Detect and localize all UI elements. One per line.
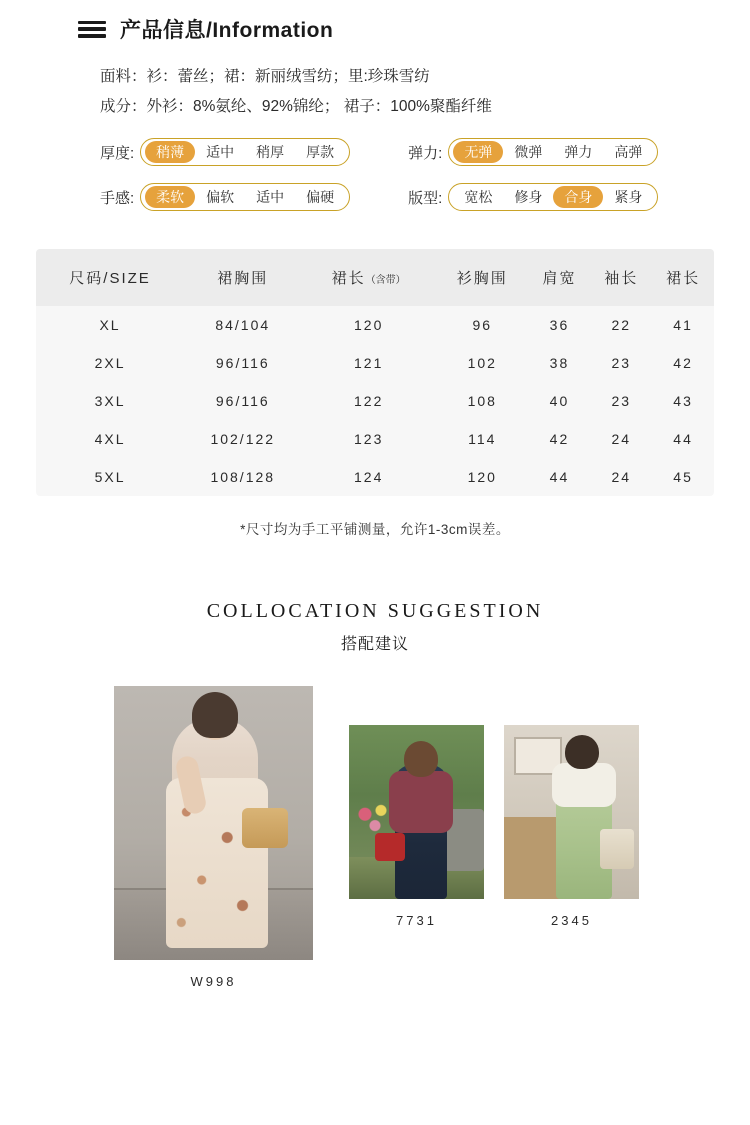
attribute-group-thickness <box>100 138 350 166</box>
product-photo-main <box>114 686 313 960</box>
cell-dress-length: 44 <box>673 431 693 447</box>
collocation-item-1[interactable] <box>114 686 313 989</box>
cell-top-bust: 102 <box>467 355 497 371</box>
table-row <box>36 420 714 458</box>
size-table-header-4: 肩宽 <box>542 270 577 287</box>
cell-sleeve: 23 <box>611 355 632 371</box>
option-thickness-1[interactable]: 适中 <box>206 144 235 160</box>
collocation-item-3[interactable] <box>504 725 639 928</box>
collocation-gallery <box>0 686 750 1016</box>
cell-dress-length: 45 <box>673 469 693 485</box>
option-thickness-3[interactable]: 厚款 <box>306 144 335 160</box>
cell-dress-length: 43 <box>673 393 693 409</box>
cell-dress-length: 42 <box>673 355 693 371</box>
measurement-note: *尺寸均为手工平铺测量，允许1-3cm误差。 <box>240 522 510 537</box>
collocation-code-3: 2345 <box>551 913 592 928</box>
option-elasticity-0[interactable]: 无弹 <box>453 141 503 163</box>
cell-dress-length: 41 <box>673 317 693 333</box>
cell-sleeve: 23 <box>611 393 632 409</box>
cell-top-bust: 120 <box>467 469 497 485</box>
attribute-options-elasticity <box>448 138 658 166</box>
cell-skirt-bust: 96/116 <box>215 393 270 409</box>
option-fit-1[interactable]: 修身 <box>514 189 543 205</box>
option-fit-3[interactable]: 紧身 <box>614 189 643 205</box>
cell-sleeve: 24 <box>611 431 632 447</box>
option-feel-1[interactable]: 偏软 <box>206 189 235 205</box>
option-fit-2[interactable]: 合身 <box>553 186 603 208</box>
cell-shoulder: 40 <box>549 393 570 409</box>
option-elasticity-3[interactable]: 高弹 <box>614 144 643 160</box>
cell-skirt-length: 122 <box>354 393 384 409</box>
attribute-group-feel <box>100 183 350 211</box>
cell-skirt-bust: 96/116 <box>215 355 270 371</box>
cell-sleeve: 22 <box>611 317 632 333</box>
cell-skirt-bust: 84/104 <box>215 317 271 333</box>
attribute-label-feel: 手感: <box>100 189 135 207</box>
cell-shoulder: 38 <box>549 355 570 371</box>
size-table-header-0: 尺码/SIZE <box>69 270 151 287</box>
cell-size: 3XL <box>94 393 126 409</box>
table-row <box>36 344 714 382</box>
cell-shoulder: 36 <box>549 317 570 333</box>
page-header <box>0 0 750 44</box>
cell-skirt-length: 123 <box>354 431 384 447</box>
size-table-header-5: 袖长 <box>604 270 639 287</box>
cell-size: XL <box>99 317 121 333</box>
cell-skirt-bust: 102/122 <box>210 431 276 447</box>
attribute-block <box>0 138 750 211</box>
spec-line-fabric: 面料：衫：蕾丝；裙：新丽绒雪纺；里:珍珠雪纺 <box>100 68 430 85</box>
size-table-header-2 <box>301 249 435 306</box>
option-feel-0[interactable]: 柔软 <box>145 186 195 208</box>
option-elasticity-1[interactable]: 微弹 <box>514 144 543 160</box>
attribute-options-feel <box>140 183 350 211</box>
table-row <box>36 382 714 420</box>
cell-top-bust: 114 <box>468 431 497 447</box>
size-table-header-3: 衫胸围 <box>456 270 508 287</box>
spec-line-composition: 成分：外衫：8%氨纶、92%锦纶； 裙子：100%聚酯纤维 <box>100 98 492 115</box>
collocation-item-2[interactable] <box>349 725 484 928</box>
size-table-header-row <box>36 249 714 306</box>
collocation-title-cn: 搭配建议 <box>340 636 409 653</box>
collocation-code-2: 7731 <box>396 913 437 928</box>
size-table <box>36 249 714 496</box>
collocation-code-1: W998 <box>190 974 237 989</box>
product-photo-2 <box>349 725 484 899</box>
attribute-group-fit <box>408 183 658 211</box>
collocation-title-en: COLLOCATION SUGGESTION <box>206 600 544 622</box>
attribute-row-2 <box>100 183 750 211</box>
attribute-options-thickness <box>140 138 350 166</box>
option-thickness-0[interactable]: 稍薄 <box>145 141 195 163</box>
size-table-header-6: 裙长 <box>666 270 701 287</box>
size-table-header-1: 裙胸围 <box>217 270 269 287</box>
hamburger-menu-icon <box>78 21 106 38</box>
attribute-options-fit <box>448 183 658 211</box>
attribute-label-elasticity: 弹力: <box>408 144 443 162</box>
cell-size: 5XL <box>94 469 126 485</box>
cell-skirt-length: 121 <box>354 355 384 371</box>
option-feel-3[interactable]: 偏硬 <box>306 189 335 205</box>
option-thickness-2[interactable]: 稍厚 <box>256 144 285 160</box>
cell-shoulder: 42 <box>549 431 570 447</box>
option-feel-2[interactable]: 适中 <box>256 189 285 205</box>
cell-size: 2XL <box>94 355 126 371</box>
material-spec-list <box>0 62 750 122</box>
attribute-label-fit: 版型: <box>408 189 443 207</box>
cell-skirt-length: 124 <box>354 469 384 485</box>
table-row <box>36 306 714 344</box>
product-photo-3 <box>504 725 639 899</box>
cell-top-bust: 108 <box>467 393 497 409</box>
cell-skirt-length: 120 <box>354 317 384 333</box>
cell-skirt-bust: 108/128 <box>210 469 276 485</box>
cell-shoulder: 44 <box>549 469 570 485</box>
size-table-header-2-main: 裙长 <box>331 270 366 287</box>
table-row <box>36 458 714 496</box>
option-fit-0[interactable]: 宽松 <box>464 189 493 205</box>
cell-sleeve: 24 <box>611 469 632 485</box>
attribute-row-1 <box>100 138 750 166</box>
cell-size: 4XL <box>94 431 126 447</box>
attribute-group-elasticity <box>408 138 658 166</box>
attribute-label-thickness: 厚度: <box>100 144 135 162</box>
cell-top-bust: 96 <box>472 317 493 333</box>
option-elasticity-2[interactable]: 弹力 <box>564 144 593 160</box>
size-table-header-2-sub: （含带） <box>365 275 406 286</box>
page-title: 产品信息/Information <box>120 19 334 42</box>
